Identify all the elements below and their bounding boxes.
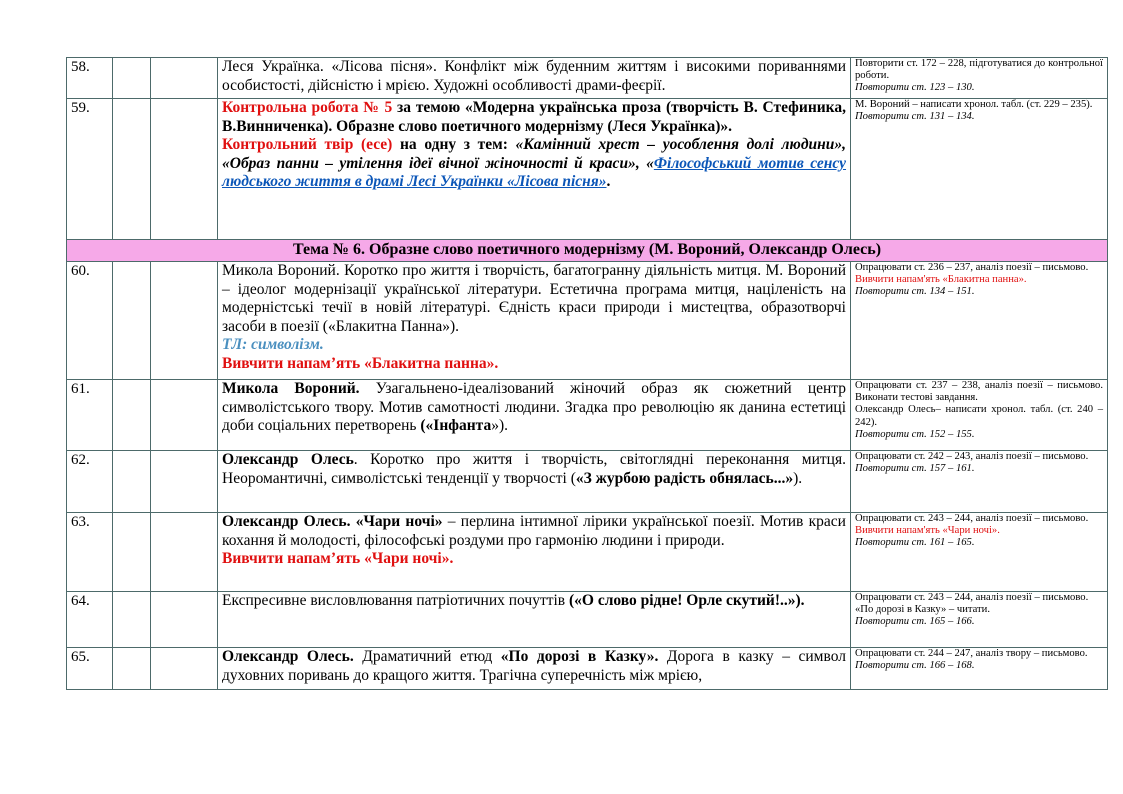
date-cell — [151, 58, 218, 99]
date-cell — [151, 262, 218, 380]
essay-text: на одну з тем: — [392, 136, 516, 154]
table-row — [67, 513, 1108, 592]
topic-text: Експресивне висловлювання патріотичних почуттів — [222, 592, 569, 609]
essay-theme-3-link[interactable]: Філософський мотив сенсу людського життя в драмі Лесі Українки «Лісова пісня» — [222, 154, 847, 191]
lesson-topic — [218, 262, 851, 380]
lesson-number: 59. — [67, 99, 113, 240]
date-cell — [151, 513, 218, 592]
lesson-topic — [218, 451, 851, 513]
essay-label: Контрольний твір (есе) — [222, 136, 393, 154]
end-punct: »). — [491, 417, 509, 435]
theory-note: ТЛ: символізм. — [222, 336, 324, 354]
topic-text: Дорога в казку – символ духовних поривань до кращого життя. Трагічна суперечність між мрією, — [222, 648, 846, 684]
homework-repeat: Повторити ст. 131 – 134. — [855, 111, 975, 123]
work-title: «По дорозі в Казку». — [500, 648, 659, 665]
date-cell — [113, 262, 151, 380]
homework — [851, 451, 1108, 513]
homework — [851, 58, 1108, 99]
author-name: Олександр Олесь. «Чари ночі» — [222, 513, 443, 530]
homework-text: «По дорозі в Казку» – читати. — [855, 604, 990, 616]
work-title: («О слово рідне! Орле скутий!..»). — [569, 592, 805, 609]
lesson-topic — [218, 648, 851, 690]
lesson-number: 63. — [67, 513, 113, 592]
table-row — [67, 99, 1108, 240]
date-cell — [151, 592, 218, 648]
separator: , — [842, 136, 846, 154]
homework-repeat: Повторити ст. 166 – 168. — [855, 660, 975, 672]
table-row — [67, 262, 1108, 380]
lesson-number: 60. — [67, 262, 113, 380]
homework — [851, 592, 1108, 648]
date-cell — [151, 451, 218, 513]
topic-text: – перлина інтимної лірики української поезії. Мотив краси кохання й молодості, філософські роздуми про гармонію людини і природи. — [222, 513, 846, 549]
control-work-label: Контрольна робота № 5 — [222, 99, 393, 116]
end-punct: ). — [793, 469, 803, 487]
date-cell — [113, 451, 151, 513]
memorize-note: Вивчити напам’ять «Блакитна панна». — [222, 354, 499, 372]
table-row — [67, 592, 1108, 648]
homework-text: Опрацювати ст. 242 – 243, аналіз поезії – письмово. — [855, 451, 1089, 462]
homework — [851, 380, 1108, 451]
topic-text: . Коротко про життя і творчість, світоглядні переконання митця. Неоромантичні, символістські тенденції у творчості ( — [222, 451, 846, 487]
lesson-number: 61. — [67, 380, 113, 451]
homework-text: Олександр Олесь– написати хронол. табл. (ст. 240 – 242). — [855, 404, 1103, 428]
table-row — [67, 380, 1108, 451]
homework-memorize: Вивчити напам'ять «Блакитна панна». — [855, 274, 1027, 286]
date-cell — [113, 648, 151, 690]
homework-repeat: Повторити ст. 165 – 166. — [855, 616, 975, 628]
homework-memorize: Вивчити напам'ять «Чари ночі». — [855, 525, 1000, 537]
homework-text: Повторити ст. 172 – 228, підготуватися до контрольної роботи. — [855, 58, 1103, 82]
homework-text: Опрацювати ст. 244 – 247, аналіз твору – письмово. — [855, 648, 1088, 659]
date-cell — [113, 592, 151, 648]
homework — [851, 99, 1108, 240]
end-punct: . — [606, 173, 611, 191]
lesson-topic — [218, 58, 851, 99]
date-cell — [151, 648, 218, 690]
date-cell — [113, 380, 151, 451]
date-cell — [151, 380, 218, 451]
work-title: («Інфанта — [420, 417, 492, 435]
homework-repeat: Повторити ст. 161 – 165. — [855, 537, 975, 549]
lesson-number: 65. — [67, 648, 113, 690]
lesson-topic — [218, 513, 851, 592]
topic-text: Леся Українка. «Лісова пісня». Конфлікт між буденним життям і високими пориваннями особистості, дійсністю і мрією. Художні особливості драми-феєрії. — [222, 58, 846, 94]
homework — [851, 648, 1108, 690]
topic-text: Микола Вороний. Коротко про життя і творчість, багатогранну діяльність митця. М. Вороний – ідеолог модернізації української літератури. Естетична програма митця, націленість на модерністські течії в новій літературі. Єдність краси природи і мистецтва, образотворчі засоби в поезії («Блакитна Панна»). — [222, 262, 846, 335]
table-row — [67, 648, 1108, 690]
date-cell — [113, 99, 151, 240]
homework — [851, 513, 1108, 592]
table-row — [67, 58, 1108, 99]
homework-repeat: Повторити ст. 157 – 161. — [855, 463, 975, 475]
homework-text: Опрацювати ст. 237 – 238, аналіз поезії – письмово. Виконати тестові завдання. — [855, 380, 1103, 404]
lesson-plan-table — [66, 57, 1108, 690]
homework-text: Опрацювати ст. 243 – 244, аналіз поезії – письмово. — [855, 513, 1089, 524]
control-work-text: за темою «Модерна українська проза (творчість В. Стефиника, В.Винниченка). Образне слово поетичного модернізму (Леся Українка)». — [222, 99, 847, 135]
control-essay — [222, 136, 846, 192]
topic-text: Узагальнено-ідеалізований жіночий образ як сюжетний центр символістського твору. Мотив самотності людини. Згадка про революцію як данина естетиці доби соціальних перетворень — [222, 380, 847, 435]
date-cell — [151, 99, 218, 240]
date-cell — [113, 58, 151, 99]
lesson-number: 58. — [67, 58, 113, 99]
separator: , « — [635, 154, 654, 172]
date-cell — [113, 513, 151, 592]
topic-text: Драматичний етюд — [353, 648, 501, 665]
control-work — [222, 99, 846, 136]
work-title: «З журбою радість обнялась...» — [575, 469, 794, 487]
lesson-topic — [218, 380, 851, 451]
homework — [851, 262, 1108, 380]
lesson-number: 64. — [67, 592, 113, 648]
homework-text: М. Вороний – написати хронол. табл. (ст. 229 – 235). — [855, 99, 1093, 110]
topic-title: Тема № 6. Образне слово поетичного модернізму (М. Вороний, Олександр Олесь) — [67, 240, 1108, 262]
homework-text: Опрацювати ст. 243 – 244, аналіз поезії – письмово. — [855, 592, 1089, 603]
essay-theme-1: «Камінний хрест – уособлення долі людини» — [515, 136, 843, 154]
topic-row — [67, 240, 1108, 262]
homework-repeat: Повторити ст. 134 – 151. — [855, 286, 975, 298]
homework-repeat: Повторити ст. 152 – 155. — [855, 428, 975, 440]
essay-theme-2: «Образ панни – утілення ідеї вічної жіночності й краси» — [222, 154, 636, 172]
table-row — [67, 451, 1108, 513]
author-name: Олександр Олесь. — [222, 648, 354, 665]
lesson-number: 62. — [67, 451, 113, 513]
memorize-note: Вивчити напам’ять «Чари ночі». — [222, 550, 454, 568]
homework-repeat: Повторити ст. 123 – 130. — [855, 82, 975, 94]
homework-text: Опрацювати ст. 236 – 237, аналіз поезії – письмово. — [855, 262, 1089, 273]
lesson-topic — [218, 99, 851, 240]
author-name: Микола Вороний. — [222, 380, 360, 397]
author-name: Олександр Олесь — [222, 451, 354, 468]
lesson-topic — [218, 592, 851, 648]
